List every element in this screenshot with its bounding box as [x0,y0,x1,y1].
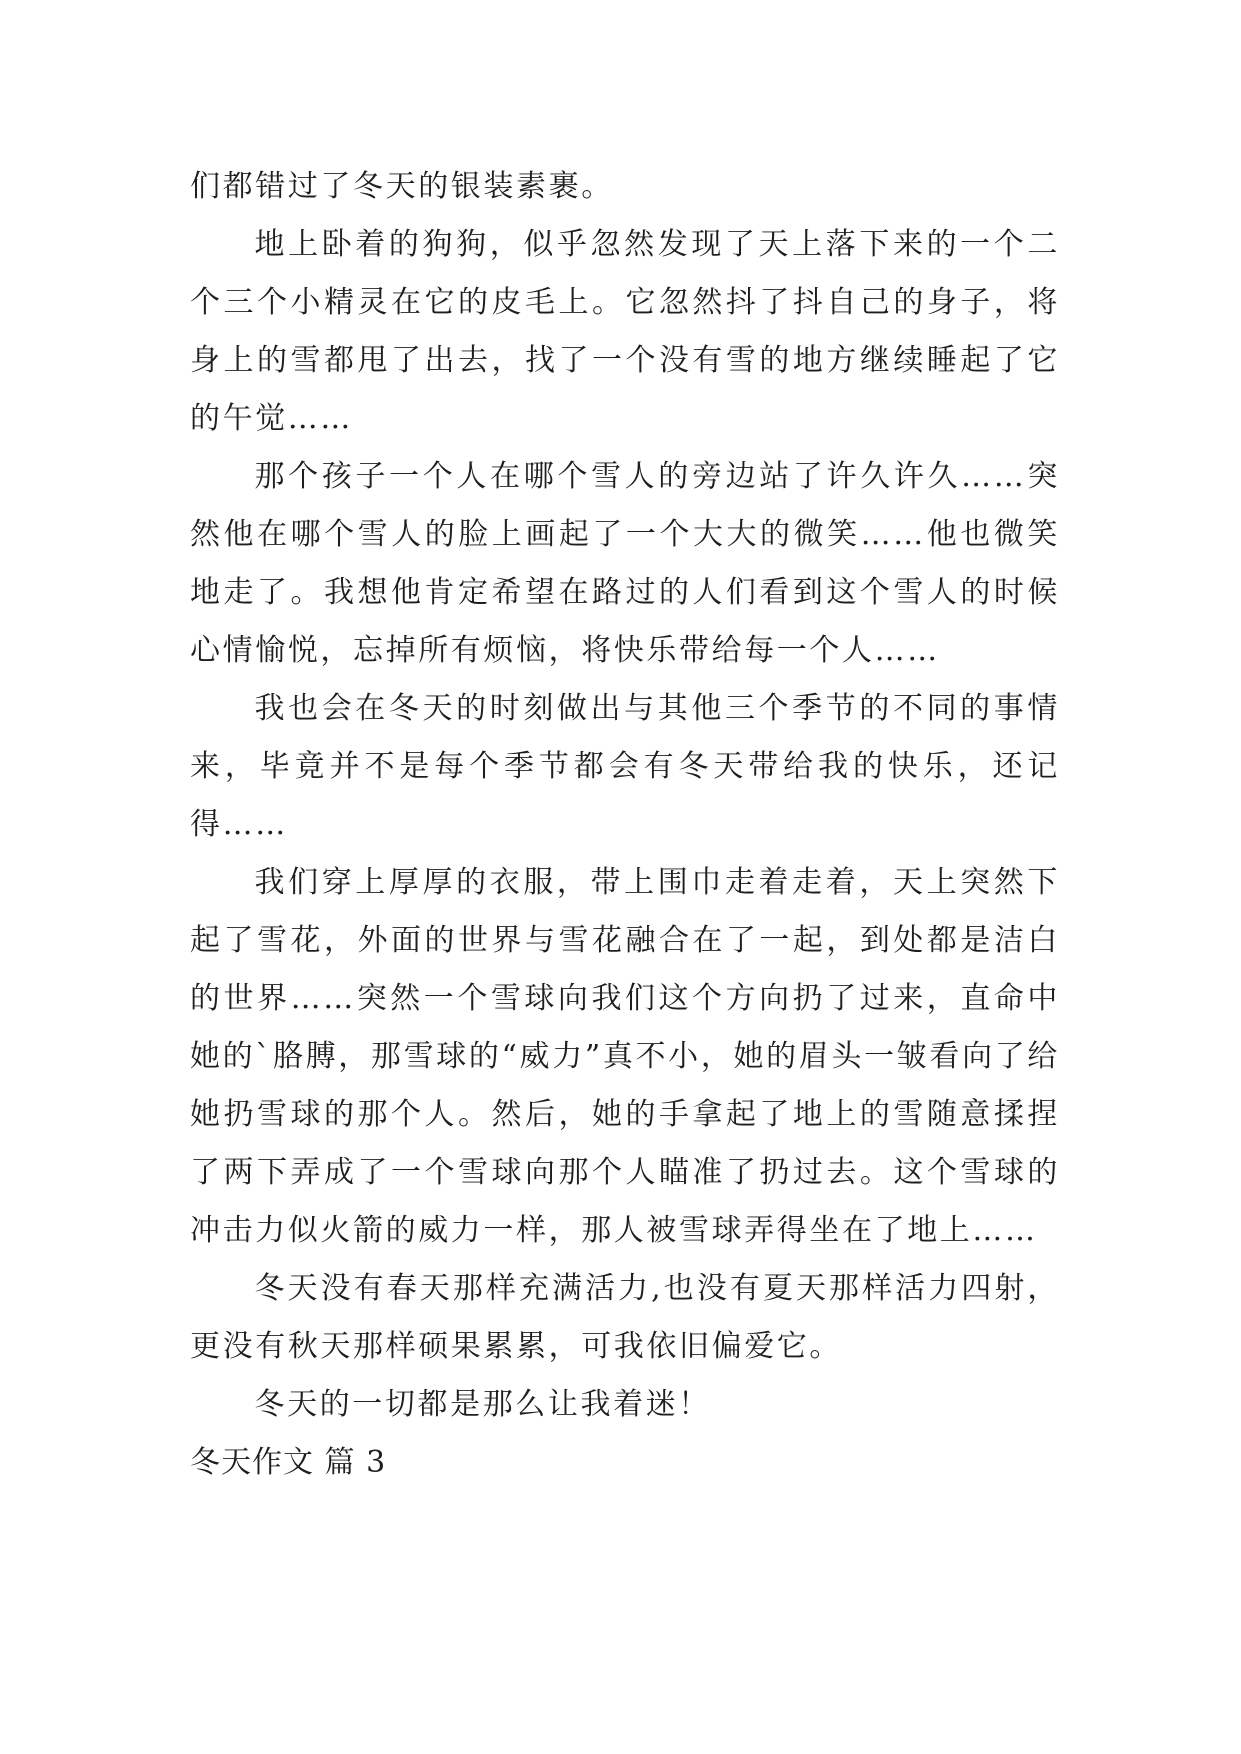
paragraph-continuation: 们都错过了冬天的银装素裹。 [190,169,614,204]
paragraph-conclusion: 冬天的一切都是那么让我着迷！ [254,1387,711,1422]
paragraph-seasons-comparison: 冬天没有春天那样充满活力,也没有夏天那样活力四射，更没有秋天那样硕果累累，可我依旧偏爱它。 [190,1271,1060,1364]
paragraph-winter-activities: 我也会在冬天的时刻做出与其他三个季节的不同的事情来，毕竟并不是每个季节都会有冬天带给我的快乐，还记得…… [190,691,1060,842]
section-heading: 冬天作文 篇 3 [190,1445,387,1480]
document-body [190,158,1060,1492]
paragraph-snowball-fight: 我们穿上厚厚的衣服，带上围巾走着走着，天上突然下起了雪花，外面的世界与雪花融合在了一起，到处都是洁白的世界……突然一个雪球向我们这个方向扔了过来，直命中她的`胳膊，那雪球的“威力”真不小，她的眉头一皱看向了给她扔雪球的那个人。然后，她的手拿起了地上的雪随意揉捏了两下弄成了一个雪球向那个人瞄准了扔过去。这个雪球的冲击力似火箭的威力一样，那人被雪球弄得坐在了地上…… [190,865,1060,1248]
paragraph-dog: 地上卧着的狗狗，似乎忽然发现了天上落下来的一个二个三个小精灵在它的皮毛上。它忽然抖了抖自己的身子，将身上的雪都甩了出去，找了一个没有雪的地方继续睡起了它的午觉…… [190,227,1060,436]
paragraph-child-snowman: 那个孩子一个人在哪个雪人的旁边站了许久许久……突然他在哪个雪人的脸上画起了一个大大的微笑……他也微笑地走了。我想他肯定希望在路过的人们看到这个雪人的时候心情愉悦，忘掉所有烦恼，将快乐带给每一个人…… [190,459,1060,668]
